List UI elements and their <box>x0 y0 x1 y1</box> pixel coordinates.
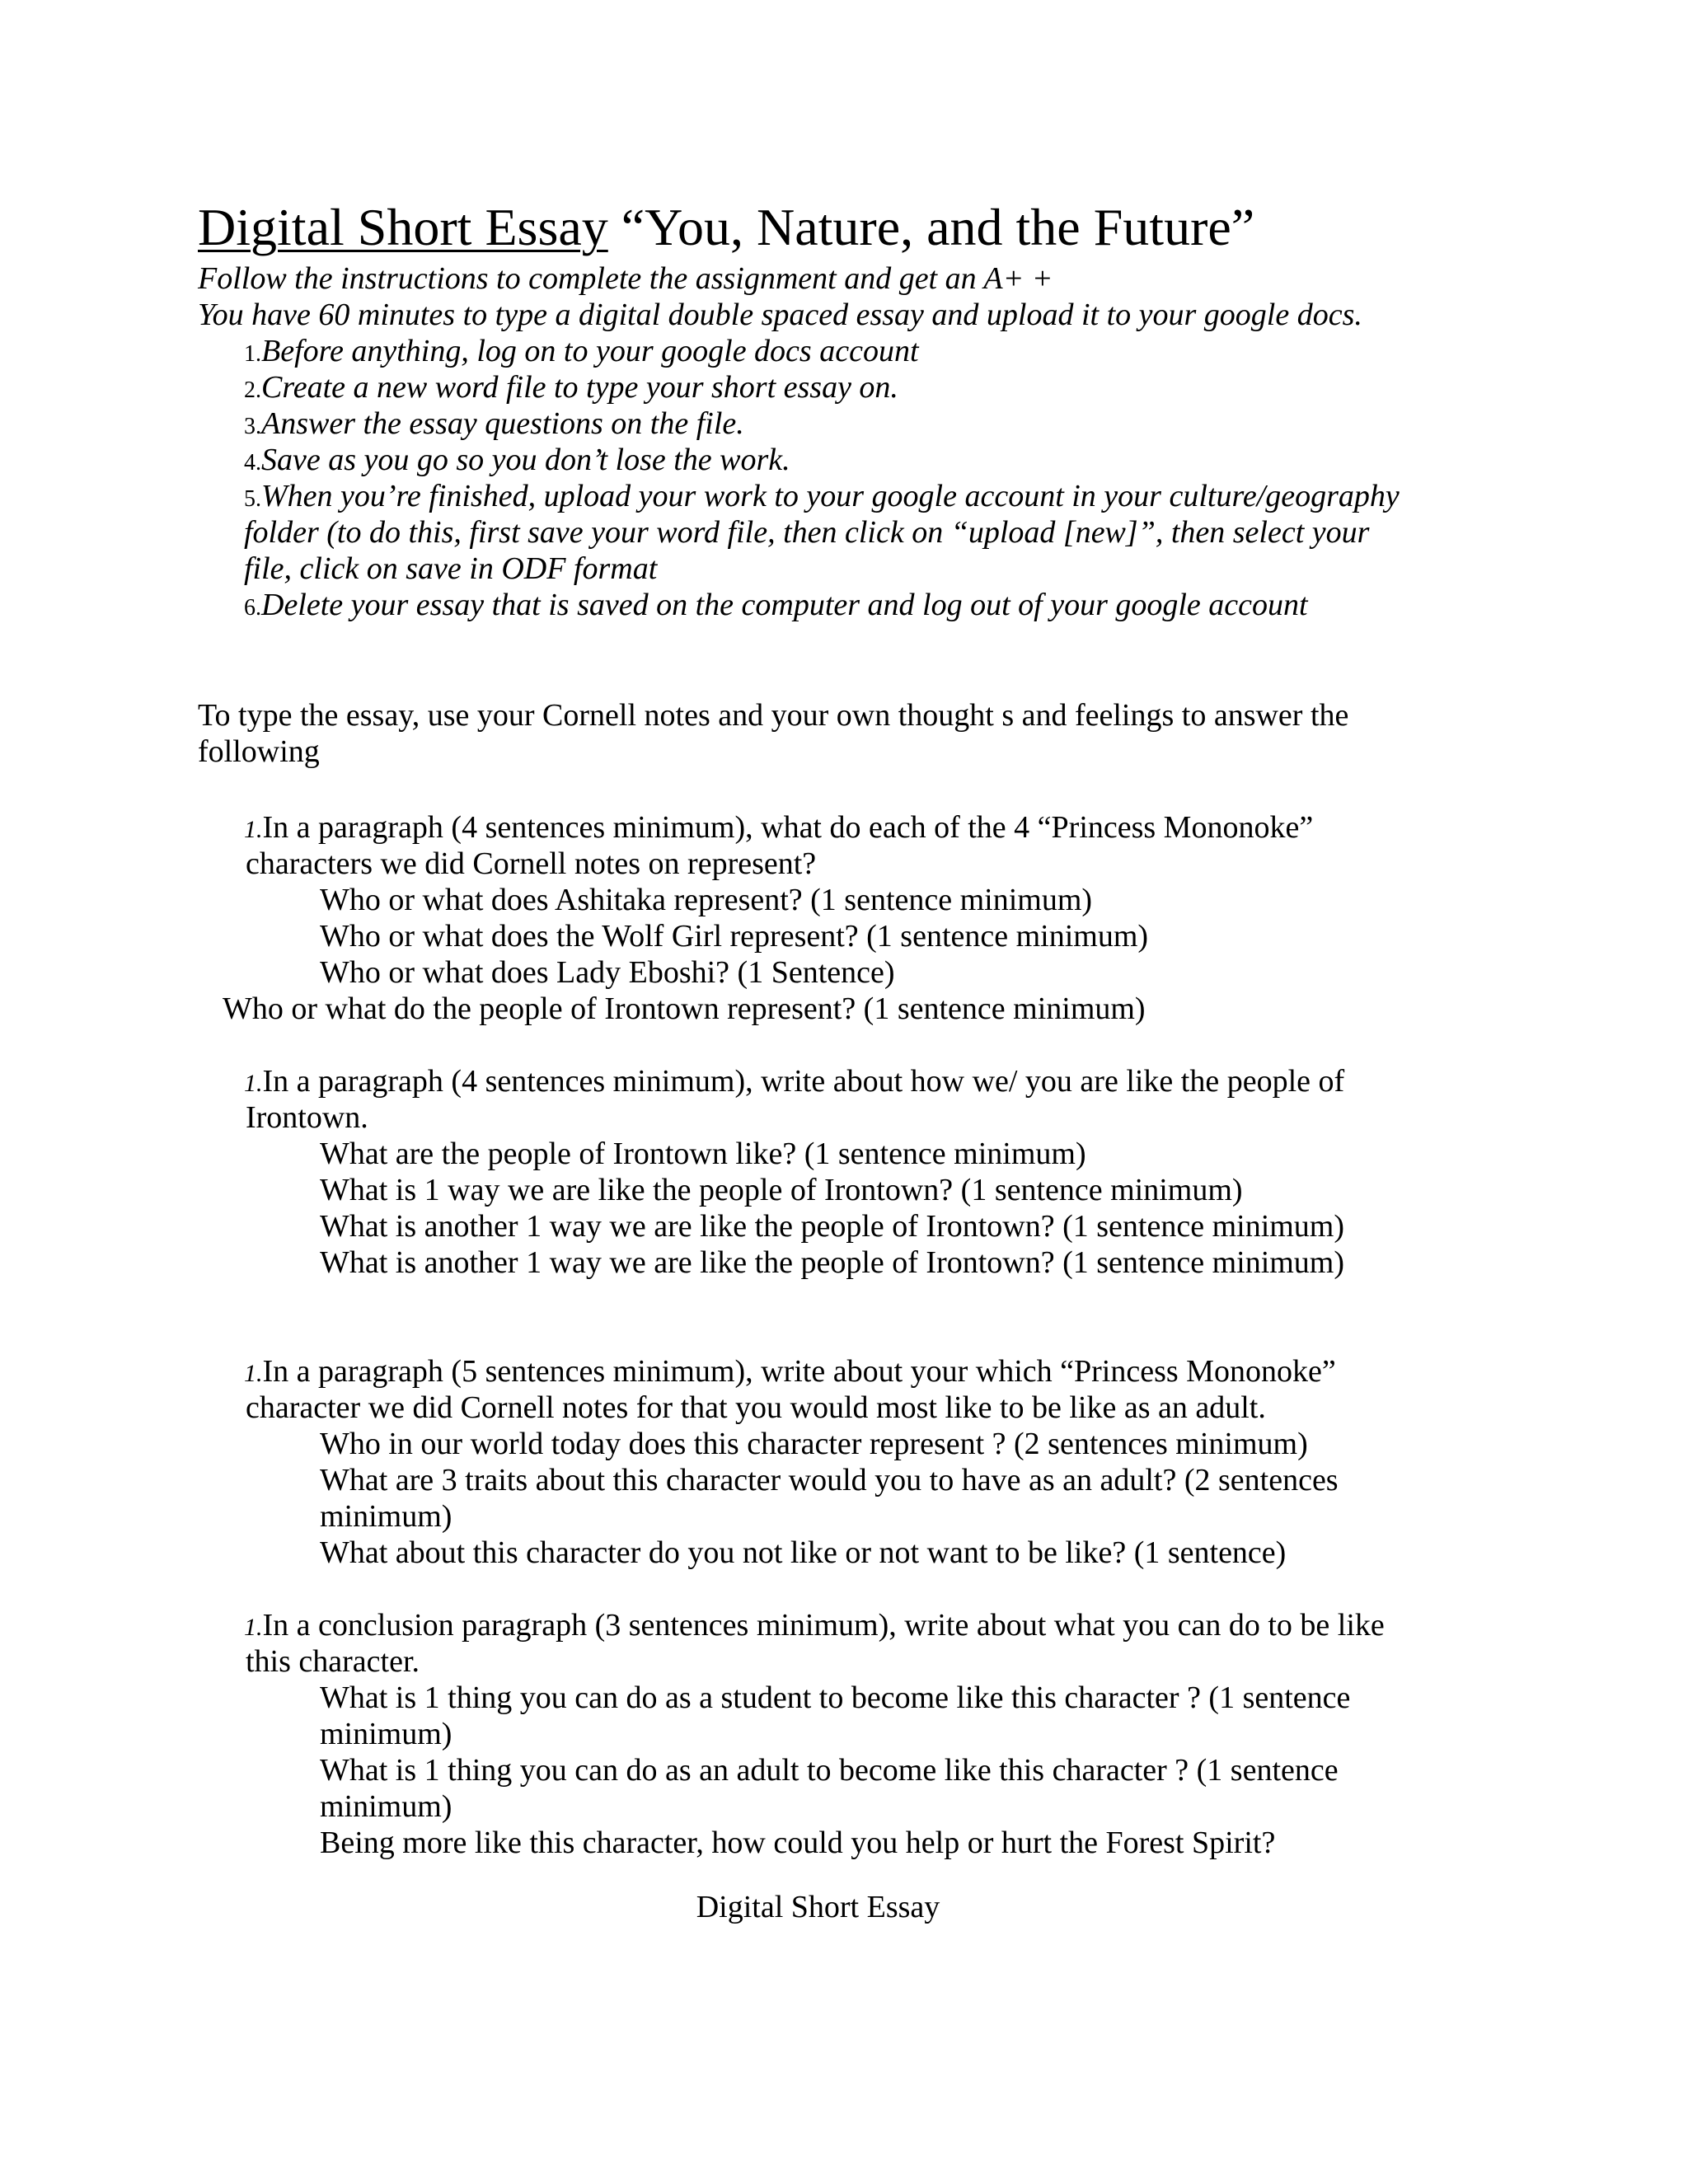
body-intro-line-2: following <box>198 734 320 769</box>
page-footer: Digital Short Essay <box>696 1890 940 1924</box>
section-3-question: Who in our world today does this character represent ? (2 sentences minimum) <box>320 1427 1308 1461</box>
step-5: 5.When you’re finished, upload your work to your google account in your culture/geography <box>244 479 1400 513</box>
section-2-heading: 1.In a paragraph (4 sentences minimum), write about how we/ you are like the people of <box>244 1064 1345 1099</box>
section-1-heading: 1.In a paragraph (4 sentences minimum), what do each of the 4 “Princess Mononoke” <box>244 810 1314 845</box>
section-3-heading-cont: character we did Cornell notes for that you would most like to be like as an adult. <box>246 1390 1266 1425</box>
page-title <box>198 194 1254 260</box>
section-2-question: What are the people of Irontown like? (1 sentence minimum) <box>320 1137 1086 1171</box>
step-4: 4.Save as you go so you don’t lose the work. <box>244 443 790 477</box>
section-4-question-cont: minimum) <box>320 1789 452 1824</box>
step-2: 2.Create a new word file to type your short essay on. <box>244 370 898 405</box>
section-3-question: What are 3 traits about this character would you to have as an adult? (2 sentences <box>320 1463 1339 1497</box>
section-1-question-outdented: Who or what do the people of Irontown represent? (1 sentence minimum) <box>223 991 1146 1026</box>
section-2-question: What is 1 way we are like the people of Irontown? (1 sentence minimum) <box>320 1173 1243 1207</box>
section-4-question-cont: minimum) <box>320 1717 452 1751</box>
section-4-question: What is 1 thing you can do as a student to become like this character ? (1 sentence <box>320 1680 1351 1715</box>
intro-line-2: You have 60 minutes to type a digital double spaced essay and upload it to your google docs. <box>198 298 1362 332</box>
intro-line-1: Follow the instructions to complete the assignment and get an A+ + <box>198 261 1053 296</box>
section-4-heading-cont: this character. <box>246 1644 420 1679</box>
section-4-question: Being more like this character, how could you help or hurt the Forest Spirit? <box>320 1825 1276 1860</box>
section-1-question: Who or what does the Wolf Girl represent? (1 sentence minimum) <box>320 919 1149 954</box>
section-4-question: What is 1 thing you can do as an adult to become like this character ? (1 sentence <box>320 1753 1339 1788</box>
step-5-cont-1: folder (to do this, first save your word file, then click on “upload [new]”, then select your <box>244 515 1370 550</box>
step-3: 3.Answer the essay questions on the file. <box>244 406 744 441</box>
section-2-heading-cont: Irontown. <box>246 1100 368 1135</box>
step-5-cont-2: file, click on save in ODF format <box>244 551 658 586</box>
section-3-question-cont: minimum) <box>320 1499 452 1534</box>
title-rest: “You, Nature, and the Future” <box>621 198 1255 256</box>
step-1: 1.Before anything, log on to your google docs account <box>244 334 919 368</box>
section-1-question: Who or what does Ashitaka represent? (1 sentence minimum) <box>320 883 1093 917</box>
step-6: 6.Delete your essay that is saved on the computer and log out of your google account <box>244 588 1308 622</box>
section-3-question: What about this character do you not like or not want to be like? (1 sentence) <box>320 1535 1287 1570</box>
section-2-question: What is another 1 way we are like the people of Irontown? (1 sentence minimum) <box>320 1209 1345 1244</box>
section-4-heading: 1.In a conclusion paragraph (3 sentences minimum), write about what you can do to be like <box>244 1608 1385 1643</box>
section-3-heading: 1.In a paragraph (5 sentences minimum), write about your which “Princess Mononoke” <box>244 1354 1336 1389</box>
section-2-question: What is another 1 way we are like the people of Irontown? (1 sentence minimum) <box>320 1245 1345 1280</box>
body-intro-line-1: To type the essay, use your Cornell notes and your own thought s and feelings to answer the <box>198 698 1349 733</box>
section-1-question: Who or what does Lady Eboshi? (1 Sentence) <box>320 955 895 990</box>
section-1-heading-cont: characters we did Cornell notes on represent? <box>246 846 817 881</box>
title-underlined: Digital Short Essay <box>198 198 608 256</box>
